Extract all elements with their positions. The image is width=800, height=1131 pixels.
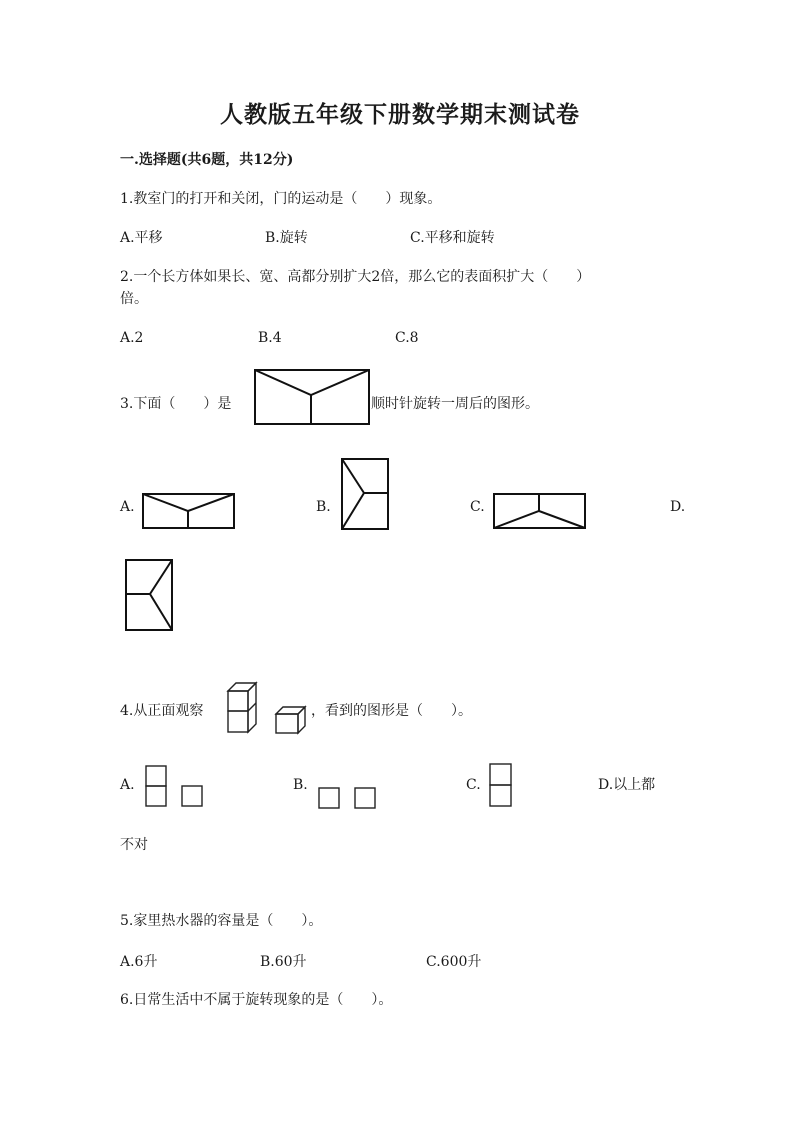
question-3-stem-post: 顺时针旋转一周后的图形。	[371, 396, 539, 412]
question-1-option-c[interactable]: C.平移和旋转	[410, 230, 495, 246]
question-4-stem-post: ，看到的图形是（ ）。	[311, 703, 472, 719]
question-5-stem: 5.家里热水器的容量是（ ）。	[120, 913, 323, 929]
question-3-option-b[interactable]: B.	[316, 499, 331, 515]
question-2-option-b[interactable]: B.4	[258, 330, 282, 346]
question-3-figure-c[interactable]	[493, 493, 586, 529]
question-4-option-d-cont[interactable]: 不对	[120, 837, 148, 853]
question-4-figure-a[interactable]	[145, 765, 205, 807]
question-3-stem-pre: 3.下面（ ）是	[120, 396, 232, 412]
question-4-option-b[interactable]: B.	[293, 777, 308, 793]
question-3-option-a[interactable]: A.	[120, 499, 135, 515]
page-title: 人教版五年级下册数学期末测试卷	[220, 101, 580, 128]
question-4-option-a[interactable]: A.	[120, 777, 135, 793]
question-3-figure-d[interactable]	[125, 559, 173, 631]
question-5-option-a[interactable]: A.6升	[120, 954, 158, 970]
question-5-option-b[interactable]: B.60升	[260, 954, 307, 970]
question-4-option-d[interactable]: D.以上都	[598, 777, 656, 793]
question-2-stem-cont: 倍。	[120, 291, 148, 307]
question-3-original-figure	[254, 369, 370, 425]
question-2-option-c[interactable]: C.8	[395, 330, 419, 346]
question-2-option-a[interactable]: A.2	[120, 330, 144, 346]
question-3-option-c[interactable]: C.	[470, 499, 485, 515]
question-3-figure-a[interactable]	[142, 493, 235, 529]
question-2-stem: 2.一个长方体如果长、宽、高都分别扩大2倍，那么它的表面积扩大（ ）	[120, 269, 591, 285]
question-1-option-a[interactable]: A.平移	[120, 230, 163, 246]
question-4-option-c[interactable]: C.	[466, 777, 481, 793]
question-5-option-c[interactable]: C.600升	[426, 954, 482, 970]
section-heading: 一.选择题(共6题，共12分)	[120, 152, 294, 168]
question-6-stem: 6.日常生活中不属于旋转现象的是（ ）。	[120, 992, 393, 1008]
question-3-figure-b[interactable]	[341, 458, 389, 530]
question-1-stem: 1.教室门的打开和关闭，门的运动是（ ）现象。	[120, 191, 442, 207]
question-4-figure-b[interactable]	[318, 787, 378, 809]
question-1-option-b[interactable]: B.旋转	[265, 230, 308, 246]
question-4-cubes-figure	[226, 681, 308, 735]
question-4-stem-pre: 4.从正面观察	[120, 703, 204, 719]
question-3-option-d[interactable]: D.	[670, 499, 686, 515]
question-4-figure-c[interactable]	[489, 763, 513, 807]
